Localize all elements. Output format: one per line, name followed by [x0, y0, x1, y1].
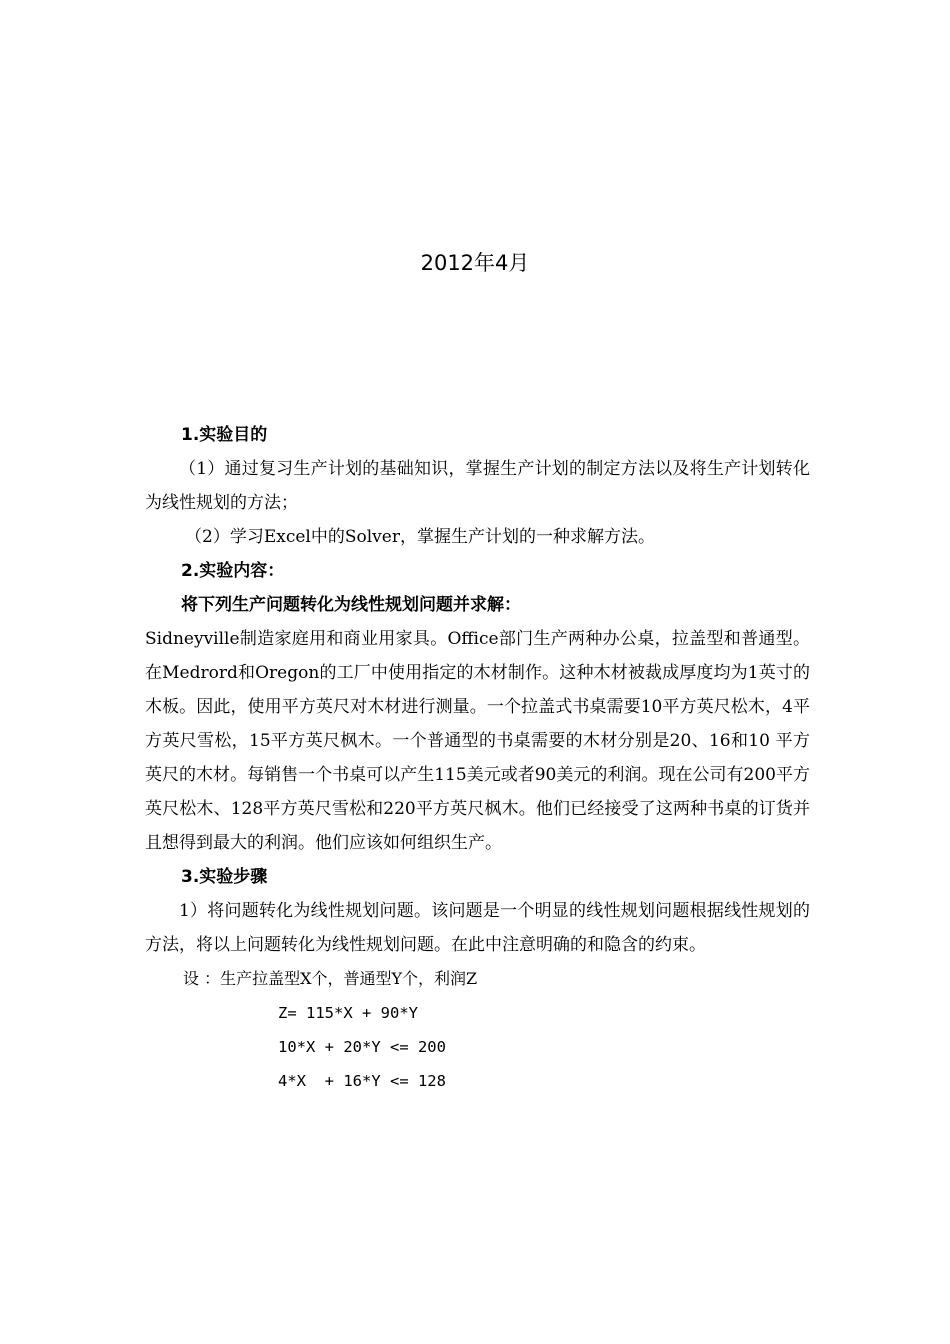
purpose-item-2: （2）学习Excel中的Solver，掌握生产计划的一种求解方法。: [185, 527, 655, 547]
problem-statement: [145, 622, 810, 860]
document-body: [145, 418, 810, 1098]
content-subtitle: 将下列生产问题转化为线性规划问题并求解：: [181, 595, 521, 615]
purpose-item-1-text: （1）通过复习生产计划的基础知识，掌握生产计划的制定方法以及将生产计划转化为线性规划的方法；: [145, 459, 810, 513]
step-1: [145, 894, 810, 962]
document-date: 2012年4月: [420, 251, 530, 275]
equation-objective: Z= 115*X + 90*Y: [278, 1004, 418, 1022]
purpose-item-1: [145, 452, 810, 520]
equation-constraint-pine: 10*X + 20*Y <= 200: [278, 1038, 446, 1056]
step-1-text: 1）将问题转化为线性规划问题。该问题是一个明显的线性规划问题根据线性规划的方法，将以上问题转化为线性规划问题。在此中注意明确的和隐含的约束。: [145, 901, 810, 955]
section-heading-purpose: 1.实验目的: [181, 425, 268, 445]
section-heading-steps: 3.实验步骤: [181, 867, 268, 887]
variable-definition: 设 ：生产拉盖型X个，普通型Y个，利润Z: [183, 969, 478, 988]
equation-constraint-cedar: 4*X + 16*Y <= 128: [278, 1072, 446, 1090]
section-heading-content: 2.实验内容：: [181, 561, 285, 581]
problem-statement-text: Sidneyville制造家庭用和商业用家具。Office部门生产两种办公桌，拉盖型和普通型。在Medrord和Oregon的工厂中使用指定的木材制作。这种木材被裁成厚度均为1英寸的木板。因此，使用平方英尺对木材进行测量。一个拉盖式书桌需要10平方英尺松木，4平方英尺雪松，15平方英尺枫木。一个普通型的书桌需要的木材分别是20、16和10 平方英尺的木材。每销售一个书桌可以产生115美元或者90美元的利润。现在公司有200平方英尺松木、128平方英尺雪松和220平方英尺枫木。他们已经接受了这两种书桌的订货并且想得到最大的利润。他们应该如何组织生产。: [145, 629, 810, 853]
